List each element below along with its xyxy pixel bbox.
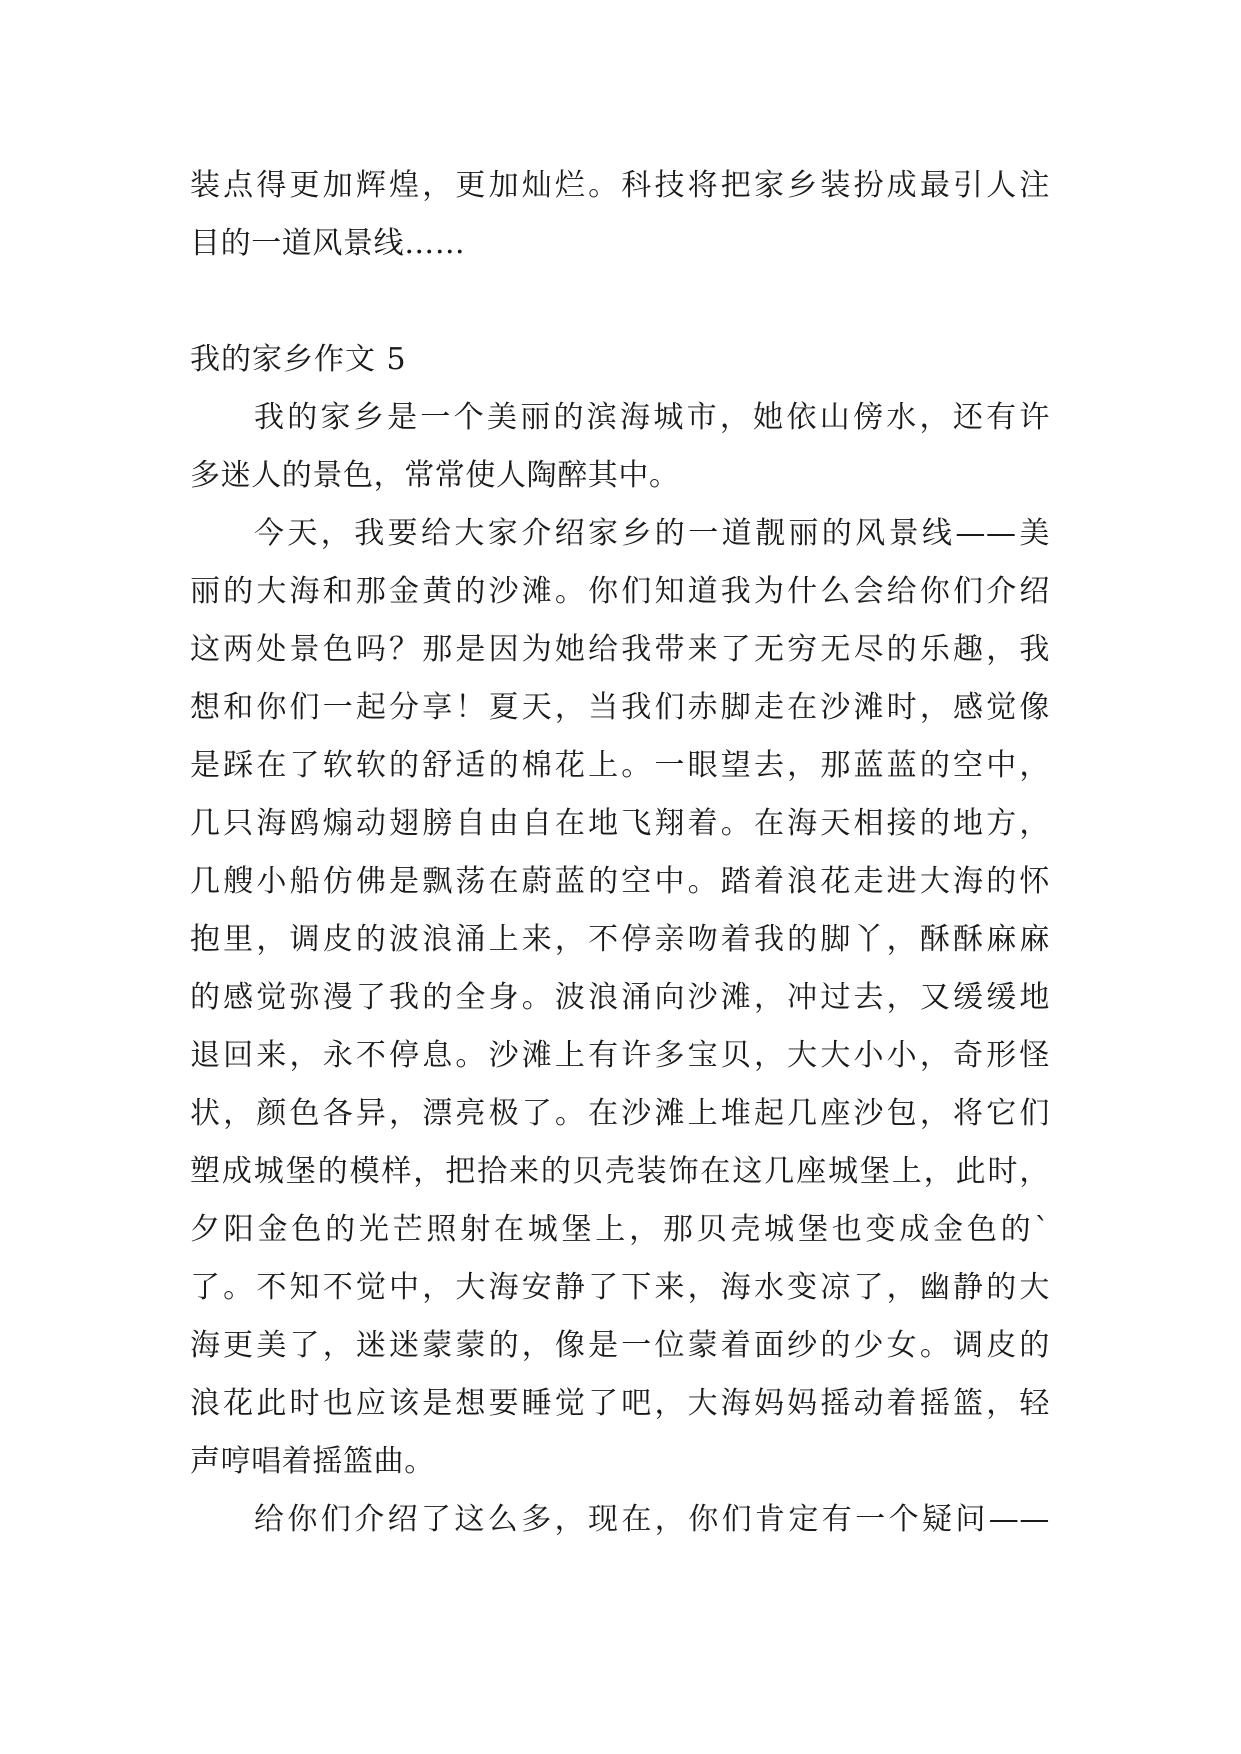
paragraph-line: 今天，我要给大家介绍家乡的一道靓丽的风景线——美 (254, 516, 1050, 551)
section-title: 我的家乡作文 5 (190, 342, 407, 377)
paragraph-line: 给你们介绍了这么多，现在，你们肯定有一个疑问—— (254, 1502, 1050, 1537)
paragraph-line: 几艘小船仿佛是飘荡在蔚蓝的空中。踏着浪花走进大海的怀 (190, 864, 1050, 899)
paragraph-line: 抱里，调皮的波浪涌上来，不停亲吻着我的脚丫，酥酥麻麻 (190, 922, 1050, 957)
paragraph-line: 夕阳金色的光芒照射在城堡上，那贝壳城堡也变成金色的` (190, 1212, 1050, 1247)
paragraph-line: 的感觉弥漫了我的全身。波浪涌向沙滩，冲过去，又缓缓地 (190, 980, 1050, 1015)
paragraph-line: 状，颜色各异，漂亮极了。在沙滩上堆起几座沙包，将它们 (190, 1096, 1050, 1131)
paragraph-line: 是踩在了软软的舒适的棉花上。一眼望去，那蓝蓝的空中， (190, 748, 1050, 783)
paragraph-line: 塑成城堡的模样，把拾来的贝壳装饰在这几座城堡上，此时， (190, 1154, 1050, 1189)
intro-line: 目的一道风景线…… (190, 226, 466, 261)
paragraph-line: 海更美了，迷迷蒙蒙的，像是一位蒙着面纱的少女。调皮的 (190, 1328, 1050, 1363)
paragraph-line: 浪花此时也应该是想要睡觉了吧，大海妈妈摇动着摇篮，轻 (190, 1386, 1050, 1421)
paragraph-line: 声哼唱着摇篮曲。 (190, 1444, 435, 1479)
paragraph-line: 我的家乡是一个美丽的滨海城市，她依山傍水，还有许 (254, 400, 1050, 435)
paragraph-line: 丽的大海和那金黄的沙滩。你们知道我为什么会给你们介绍 (190, 574, 1050, 609)
paragraph-line: 了。不知不觉中，大海安静了下来，海水变凉了，幽静的大 (190, 1270, 1050, 1305)
paragraph-line: 退回来，永不停息。沙滩上有许多宝贝，大大小小，奇形怪 (190, 1038, 1050, 1073)
paragraph-line: 想和你们一起分享！夏天，当我们赤脚走在沙滩时，感觉像 (190, 690, 1050, 725)
paragraph-line: 多迷人的景色，常常使人陶醉其中。 (190, 458, 680, 493)
paragraph-line: 这两处景色吗？那是因为她给我带来了无穷无尽的乐趣，我 (190, 632, 1050, 667)
paragraph-line: 几只海鸥煽动翅膀自由自在地飞翔着。在海天相接的地方， (190, 806, 1050, 841)
intro-line: 装点得更加辉煌，更加灿烂。科技将把家乡装扮成最引人注 (190, 168, 1050, 203)
